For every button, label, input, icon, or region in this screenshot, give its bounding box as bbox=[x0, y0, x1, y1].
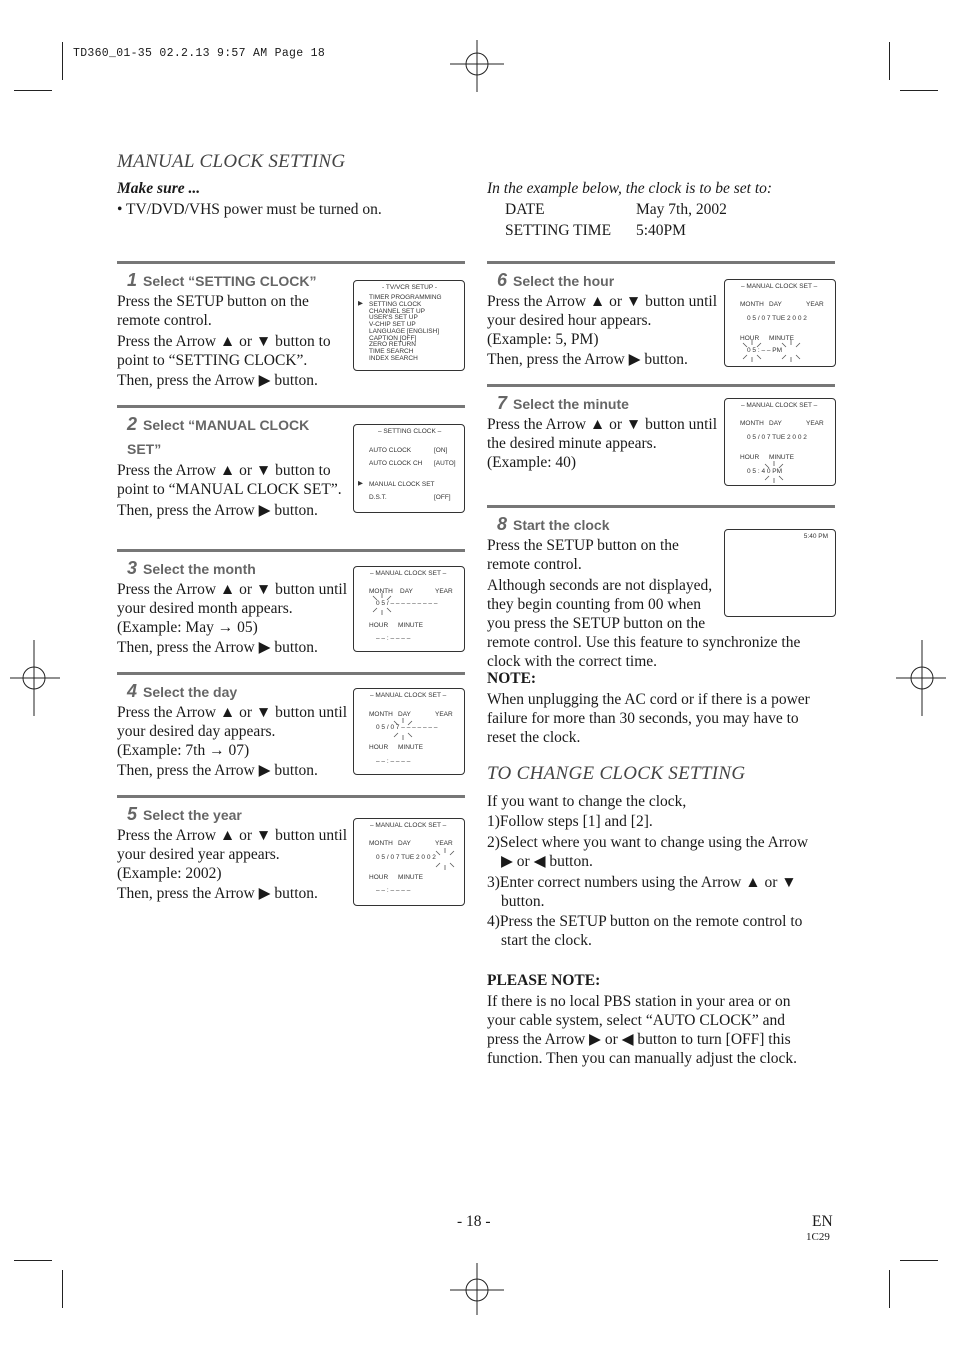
note-label: NOTE: bbox=[487, 670, 537, 687]
step-divider bbox=[117, 261, 465, 264]
menu-item: CHANNEL SET UP bbox=[369, 308, 425, 315]
example-time-value: 5:40PM bbox=[636, 222, 686, 239]
month-screen bbox=[353, 566, 465, 652]
time-readout: – – : – – – – bbox=[376, 635, 411, 642]
step-1-text bbox=[117, 292, 331, 390]
field-label: MINUTE bbox=[398, 874, 423, 881]
field-label: MONTH bbox=[740, 301, 764, 308]
screen-title: – MANUAL CLOCK SET – bbox=[370, 570, 447, 577]
step-number: 8 bbox=[497, 514, 508, 534]
registration-mark-left bbox=[10, 640, 60, 716]
setting-clock-screen bbox=[353, 424, 465, 513]
step-number: 7 bbox=[497, 393, 508, 413]
text-line: failure for more than 30 seconds, you may have to bbox=[487, 710, 799, 727]
field-label: MONTH bbox=[740, 420, 764, 427]
step-7-heading bbox=[497, 393, 629, 414]
text-line: Then, press the Arrow ▶ button. bbox=[117, 502, 318, 519]
field-label: HOUR bbox=[369, 744, 389, 751]
page-number: - 18 - bbox=[457, 1213, 491, 1230]
step-title: Select the month bbox=[143, 561, 256, 577]
field-label: YEAR bbox=[806, 420, 824, 427]
field-label: YEAR bbox=[806, 301, 824, 308]
text-line: Press the SETUP button on the bbox=[487, 537, 679, 554]
text-line: Then, press the Arrow ▶ button. bbox=[117, 372, 318, 389]
text-line: your desired hour appears. bbox=[487, 312, 652, 329]
field-label: YEAR bbox=[435, 588, 453, 595]
menu-value: [AUTO] bbox=[434, 460, 456, 467]
document-code: 1C29 bbox=[806, 1231, 830, 1243]
blink-icon bbox=[371, 593, 393, 615]
example-intro: In the example below, the clock is to be set to: bbox=[487, 180, 773, 197]
step-title: Select “MANUAL CLOCK bbox=[143, 417, 310, 433]
step-4-heading bbox=[127, 681, 237, 702]
blink-icon bbox=[392, 718, 414, 740]
list-item-cont: start the clock. bbox=[501, 932, 592, 949]
print-header: TD360_01-35 02.2.13 9:57 AM Page 18 bbox=[73, 47, 326, 60]
text-line: If you want to change the clock, bbox=[487, 793, 687, 810]
step-3-text bbox=[117, 580, 347, 657]
step-4-text bbox=[117, 703, 347, 780]
menu-item: AUTO CLOCK bbox=[369, 447, 412, 454]
step-2-heading bbox=[127, 414, 309, 435]
text-line: Press the Arrow ▲ or ▼ button until bbox=[487, 416, 718, 433]
step-7-text bbox=[487, 415, 717, 472]
please-note-text bbox=[487, 992, 797, 1068]
minute-screen bbox=[724, 398, 836, 486]
language-code: EN bbox=[812, 1213, 833, 1230]
text-line: reset the clock. bbox=[487, 729, 581, 746]
registration-mark-top bbox=[450, 40, 504, 94]
text-line: point to “SETTING CLOCK”. bbox=[117, 352, 308, 369]
step-title: Select “SETTING CLOCK” bbox=[143, 273, 317, 289]
text-line: function. Then you can manually adjust the clock. bbox=[487, 1050, 798, 1067]
text-line: Then, press the Arrow ▶ button. bbox=[487, 351, 688, 368]
time-readout: – – : – – – – bbox=[376, 758, 411, 765]
step-divider bbox=[117, 405, 465, 408]
please-note-label: PLEASE NOTE: bbox=[487, 972, 601, 989]
menu-item: AUTO CLOCK CH bbox=[369, 460, 423, 467]
time-readout: 0 5 : 4 0 PM bbox=[747, 468, 783, 475]
step-divider bbox=[117, 795, 465, 798]
field-label: HOUR bbox=[740, 454, 760, 461]
step-divider bbox=[487, 505, 835, 508]
step-number: 2 bbox=[127, 414, 138, 434]
menu-item: INDEX SEARCH bbox=[369, 355, 418, 362]
step-number: 5 bbox=[127, 804, 138, 824]
text-line: your desired year appears. bbox=[117, 846, 280, 863]
text-line: press the Arrow ▶ or ◀ button to turn [OFF] this bbox=[487, 1031, 791, 1048]
step-title: Select the hour bbox=[513, 273, 615, 289]
blink-icon bbox=[763, 461, 785, 483]
step-title: Select the day bbox=[143, 684, 238, 700]
blink-icon bbox=[741, 340, 763, 362]
example-date-value: May 7th, 2002 bbox=[636, 201, 727, 218]
text-line: your desired day appears. bbox=[117, 723, 276, 740]
make-sure-label: Make sure ... bbox=[117, 180, 201, 197]
screen-title: – MANUAL CLOCK SET – bbox=[370, 822, 447, 829]
list-item: 2)Select where you want to change using the Arrow bbox=[487, 834, 809, 851]
field-label: MINUTE bbox=[769, 335, 794, 342]
text-line: (Example: 5, PM) bbox=[487, 331, 599, 348]
text-line: (Example: 40) bbox=[487, 454, 577, 471]
text-line: Although seconds are not displayed, bbox=[487, 577, 713, 594]
field-label: DAY bbox=[769, 420, 782, 427]
screen-title: – MANUAL CLOCK SET – bbox=[741, 283, 818, 290]
blink-icon bbox=[780, 340, 802, 362]
step-divider bbox=[487, 261, 835, 264]
time-readout: – – : – – – – bbox=[376, 887, 411, 894]
screen-title: – SETTING CLOCK – bbox=[378, 428, 442, 435]
field-label: DAY bbox=[769, 301, 782, 308]
menu-value: [OFF] bbox=[434, 494, 451, 501]
text-line: (Example: May → 05) bbox=[117, 619, 258, 636]
step-3-heading bbox=[127, 558, 256, 579]
make-sure-bullet: • TV/DVD/VHS power must be turned on. bbox=[117, 201, 382, 218]
menu-item: MANUAL CLOCK SET bbox=[369, 481, 435, 488]
text-line: Then, press the Arrow ▶ button. bbox=[117, 885, 318, 902]
step-6-heading bbox=[497, 270, 614, 291]
step-5-heading bbox=[127, 804, 242, 825]
menu-value: [ON] bbox=[434, 447, 448, 454]
text-line: they begin counting from 00 when bbox=[487, 596, 701, 613]
text-line: your desired month appears. bbox=[117, 600, 293, 617]
step-8-heading bbox=[497, 514, 610, 535]
field-label: HOUR bbox=[369, 874, 389, 881]
day-screen bbox=[353, 688, 465, 775]
list-item-cont: button. bbox=[501, 893, 545, 910]
screen-title: – MANUAL CLOCK SET – bbox=[741, 402, 818, 409]
text-line: you press the SETUP button on the bbox=[487, 615, 706, 632]
field-label: HOUR bbox=[369, 622, 389, 629]
step-divider bbox=[117, 549, 465, 552]
step-divider bbox=[117, 672, 465, 675]
menu-item: D.S.T. bbox=[369, 494, 387, 501]
text-line: Press the Arrow ▲ or ▼ button until bbox=[117, 704, 348, 721]
example-date-label: DATE bbox=[505, 201, 545, 218]
field-label: MONTH bbox=[369, 840, 393, 847]
field-label: MONTH bbox=[369, 711, 393, 718]
menu-item: CAPTION [OFF] bbox=[369, 335, 417, 342]
field-label: DAY bbox=[398, 711, 411, 718]
screen-title: - TV/VCR SETUP - bbox=[382, 284, 438, 291]
text-line: If there is no local PBS station in your area or on bbox=[487, 993, 791, 1010]
blink-icon bbox=[434, 848, 456, 870]
field-label: HOUR bbox=[740, 335, 760, 342]
menu-item: USER'S SET UP bbox=[369, 314, 418, 321]
text-line: Press the Arrow ▲ or ▼ button until bbox=[117, 827, 348, 844]
page-title: MANUAL CLOCK SETTING bbox=[117, 151, 346, 172]
change-section-body bbox=[487, 792, 808, 950]
clock-readout: 5:40 PM bbox=[803, 533, 828, 540]
text-line: the desired minute appears. bbox=[487, 435, 657, 452]
list-item-cont: ▶ or ◀ button. bbox=[501, 853, 593, 870]
text-line: remote control. bbox=[487, 556, 582, 573]
field-label: MINUTE bbox=[398, 744, 423, 751]
registration-mark-bottom bbox=[450, 1263, 504, 1317]
text-line: (Example: 2002) bbox=[117, 865, 222, 882]
date-readout: 0 5 / 0 7 TUE 2 0 0 2 bbox=[376, 854, 436, 861]
text-line: Press the Arrow ▲ or ▼ button to bbox=[117, 333, 331, 350]
step-number: 4 bbox=[127, 681, 138, 701]
step-2-text bbox=[117, 461, 342, 520]
menu-item: TIMER PROGRAMMING bbox=[369, 294, 442, 301]
step-number: 1 bbox=[127, 270, 138, 290]
list-item: 1)Follow steps [1] and [2]. bbox=[487, 813, 653, 830]
menu-item: V-CHIP SET UP bbox=[369, 321, 416, 328]
setup-menu-screen bbox=[353, 280, 465, 371]
text-line: (Example: 7th → 07) bbox=[117, 742, 250, 759]
step-title: Select the minute bbox=[513, 396, 629, 412]
example-time-label: SETTING TIME bbox=[505, 222, 612, 239]
field-label: DAY bbox=[400, 588, 413, 595]
registration-mark-right bbox=[896, 640, 946, 716]
step-title: Start the clock bbox=[513, 517, 610, 533]
text-line: Then, press the Arrow ▶ button. bbox=[117, 639, 318, 656]
field-label: MINUTE bbox=[769, 454, 794, 461]
hour-screen bbox=[724, 279, 836, 367]
text-line: When unplugging the AC cord or if there is a power bbox=[487, 691, 810, 708]
date-readout: 0 5 / 0 7 TUE 2 0 0 2 bbox=[747, 434, 807, 441]
field-label: MINUTE bbox=[398, 622, 423, 629]
menu-item: LANGUAGE [ENGLISH] bbox=[369, 328, 440, 335]
text-line: Press the Arrow ▲ or ▼ button until bbox=[117, 581, 348, 598]
note-text bbox=[487, 690, 810, 747]
field-label: YEAR bbox=[435, 711, 453, 718]
field-label: MONTH bbox=[369, 588, 393, 595]
step-number: 6 bbox=[497, 270, 508, 290]
screen-title: – MANUAL CLOCK SET – bbox=[370, 692, 447, 699]
step-2-heading-cont: SET” bbox=[127, 441, 162, 457]
date-readout: 0 5 / – – – – – – – – – bbox=[376, 600, 438, 607]
date-readout: 0 5 / 0 7 – – – – – – – bbox=[376, 724, 438, 731]
step-divider bbox=[487, 384, 835, 387]
year-screen bbox=[353, 818, 465, 906]
step-1-heading bbox=[127, 270, 316, 291]
list-item: 4)Press the SETUP button on the remote control to bbox=[487, 913, 803, 930]
text-line: your cable system, select “AUTO CLOCK” and bbox=[487, 1012, 786, 1029]
field-label: YEAR bbox=[435, 840, 453, 847]
clock-display-screen bbox=[724, 529, 836, 617]
text-line: Press the Arrow ▲ or ▼ button to bbox=[117, 462, 331, 479]
menu-item: ZERO RETURN bbox=[369, 341, 416, 348]
text-line: remote control. bbox=[117, 312, 212, 329]
time-readout: 0 5 : – – PM bbox=[747, 347, 783, 354]
step-title: Select the year bbox=[143, 807, 242, 823]
step-6-text bbox=[487, 292, 717, 369]
date-readout: 0 5 / 0 7 TUE 2 0 0 2 bbox=[747, 315, 807, 322]
text-line: Press the SETUP button on the bbox=[117, 293, 309, 310]
menu-item: SETTING CLOCK bbox=[369, 301, 422, 308]
list-item: 3)Enter correct numbers using the Arrow ▲ or ▼ bbox=[487, 874, 797, 891]
cursor-arrow-icon: ▶ bbox=[358, 300, 363, 307]
text-line: clock with the correct time. bbox=[487, 653, 658, 670]
field-label: DAY bbox=[398, 840, 411, 847]
text-line: Press the Arrow ▲ or ▼ button until bbox=[487, 293, 718, 310]
text-line: remote control. Use this feature to synchronize the bbox=[487, 634, 801, 651]
step-5-text bbox=[117, 826, 347, 903]
change-section-title: TO CHANGE CLOCK SETTING bbox=[487, 763, 746, 784]
menu-item: TIME SEARCH bbox=[369, 348, 414, 355]
text-line: point to “MANUAL CLOCK SET”. bbox=[117, 481, 342, 498]
step-number: 3 bbox=[127, 558, 138, 578]
cursor-arrow-icon: ▶ bbox=[358, 480, 363, 487]
text-line: Then, press the Arrow ▶ button. bbox=[117, 762, 318, 779]
